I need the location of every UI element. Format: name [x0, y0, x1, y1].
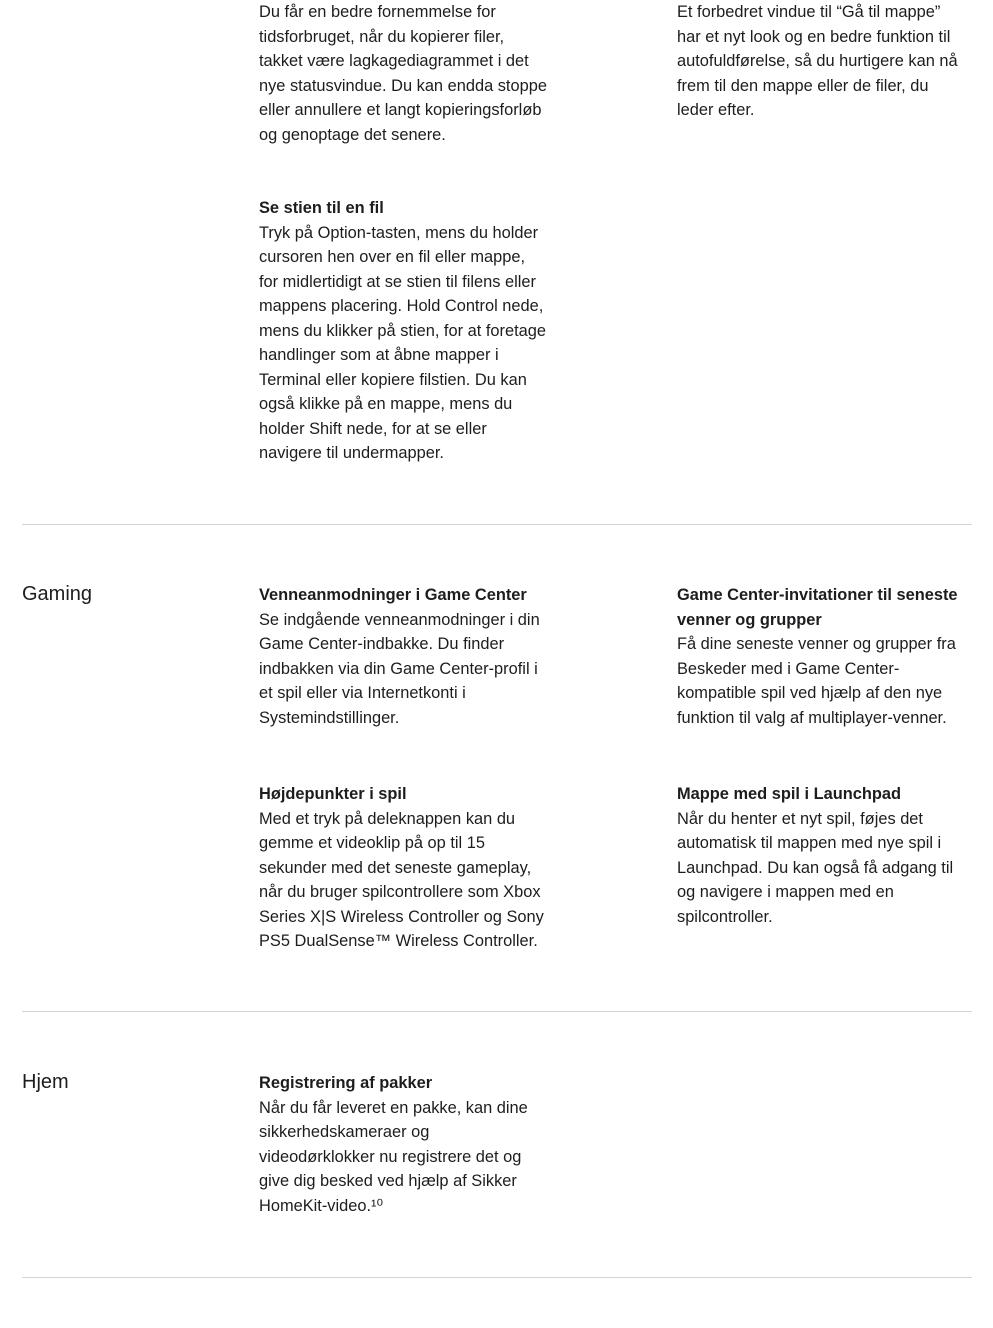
feature-body: Se indgående venneanmodninger i din Game Center-indbakke. Du finder indbakken via din Game Center-profil i et spil eller via Internetkonti i Systemindstillinger.	[259, 610, 540, 727]
feature-body: Tryk på Option-tasten, mens du holder cursoren hen over en fil eller mappe, for midlertidigt at se stien til filens eller mappens placering. Hold Control nede, mens du klikker på stien, for at foretage handlinger som at åbne mapper i Terminal eller kopiere filstien. Du kan også klikke på en mappe, mens du holder Shift nede, for at se eller navigere til undermapper.	[259, 223, 546, 462]
feature-body: Et forbedret vindue til “Gå til mappe” har et nyt look og en bedre funktion til autofuldførelse, så du hurtigere kan nå frem til den mappe eller de filer, du leder efter.	[677, 3, 958, 119]
feature-package-detection	[259, 1071, 559, 1218]
feature-game-highlights	[259, 782, 559, 954]
feature-launchpad-folder	[677, 782, 973, 929]
feature-title: Se stien til en fil	[259, 199, 384, 217]
feature-copy-progress	[259, 0, 559, 147]
feature-title: Registrering af pakker	[259, 1074, 433, 1092]
feature-body: Når du får leveret en pakke, kan dine sikkerhedskameraer og videodørklokker nu registrere det og give dig besked ved hjælp af Sikker HomeKit-video.¹⁰	[259, 1098, 528, 1215]
feature-title: Venneanmodninger i Game Center	[259, 586, 527, 604]
feature-file-path	[259, 196, 559, 466]
feature-title: Mappe med spil i Launchpad	[677, 785, 902, 803]
section-divider	[22, 1277, 972, 1278]
section-divider	[22, 524, 972, 525]
feature-body: Få dine seneste venner og grupper fra Beskeder med i Game Center- kompatible spil ved hjælp af den nye funktion til valg af multiplayer-venner.	[677, 635, 956, 727]
feature-go-to-folder	[677, 0, 973, 123]
feature-invitations	[677, 583, 973, 730]
section-divider	[22, 1011, 972, 1012]
feature-body: Med et tryk på deleknappen kan du gemme et videoklip på op til 15 sekunder med det seneste gameplay, når du bruger spilcontrollere som Xbox Series X|S Wireless Controller og Sony PS5 DualSense™ Wireless Controller.	[259, 809, 544, 950]
section-heading-gaming: Gaming	[22, 583, 93, 605]
feature-body: Når du henter et nyt spil, føjes det automatisk til mappen med nye spil i Launchpad. Du kan også få adgang til og navigere i mappen med en spilcontroller.	[677, 809, 954, 926]
feature-title: Game Center-invitationer til seneste venner og grupper	[677, 586, 958, 629]
feature-body: Du får en bedre fornemmelse for tidsforbruget, når du kopierer filer, takket være lagkagediagrammet i det nye statusvindue. Du kan endda stoppe eller annullere et langt kopieringsforløb og genoptage det senere.	[259, 3, 547, 144]
section-heading-home: Hjem	[22, 1071, 69, 1093]
feature-friend-requests	[259, 583, 559, 730]
feature-title: Højdepunkter i spil	[259, 785, 407, 803]
